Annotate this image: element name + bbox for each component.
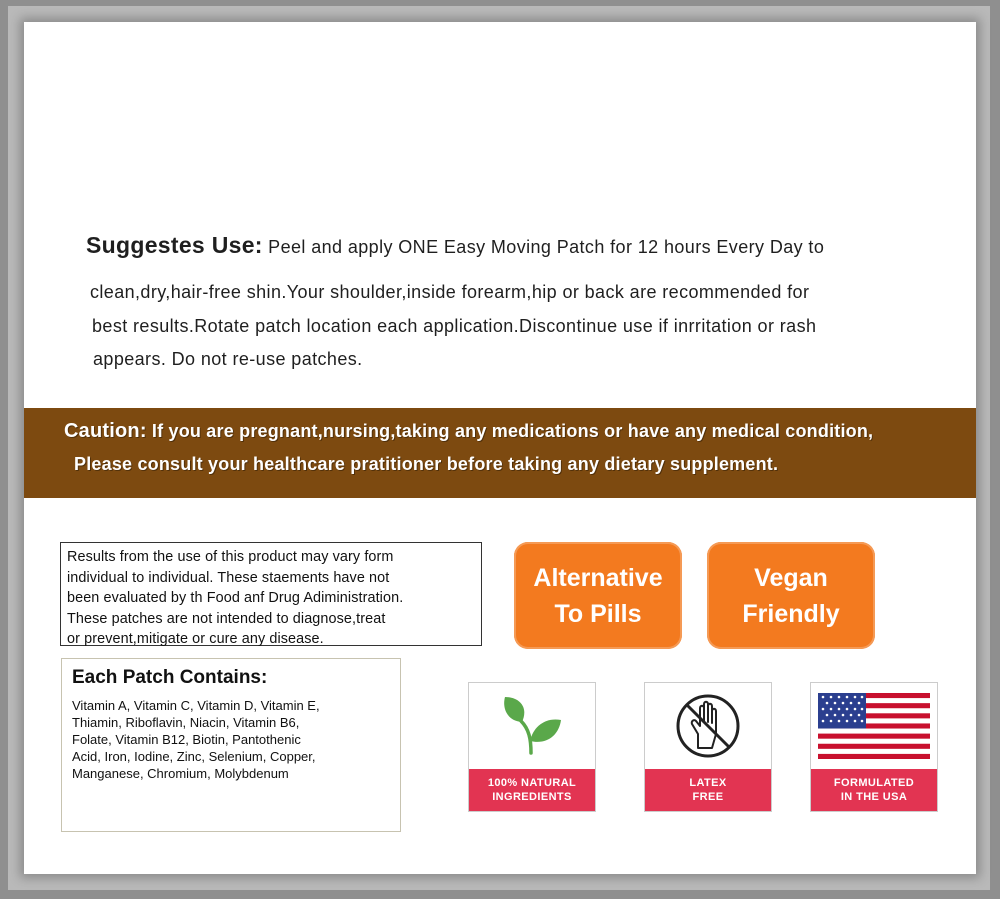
caution-line-1 bbox=[64, 420, 873, 443]
caution-banner bbox=[24, 408, 976, 498]
latex-free-badge bbox=[644, 682, 772, 812]
ingredients-line: Vitamin A, Vitamin C, Vitamin D, Vitamin E, bbox=[72, 698, 320, 713]
no-latex-glove-icon bbox=[645, 683, 771, 769]
badge-label bbox=[645, 769, 771, 811]
vegan-friendly-badge bbox=[707, 542, 875, 649]
suggested-use-text: Peel and apply ONE Easy Moving Patch for 12 hours Every Day to bbox=[268, 237, 825, 257]
suggested-use-line-4: appears. Do not re-use patches. bbox=[93, 349, 363, 369]
badge-label-line: INGREDIENTS bbox=[492, 791, 572, 803]
disclaimer-line: These patches are not intended to diagnose,treat bbox=[67, 610, 386, 627]
natural-ingredients-badge bbox=[468, 682, 596, 812]
us-flag-icon bbox=[811, 683, 937, 769]
suggested-use-line-2: clean,dry,hair-free shin.Your shoulder,inside forearm,hip or back are recommended for bbox=[90, 282, 810, 302]
leaf-icon bbox=[469, 683, 595, 769]
caution-label: Caution: bbox=[64, 420, 147, 442]
badge-label-line: IN THE USA bbox=[840, 791, 908, 803]
feature-line: Friendly bbox=[742, 599, 840, 628]
badge-label-line: 100% NATURAL bbox=[487, 777, 577, 789]
ingredients-box bbox=[61, 658, 401, 832]
formulated-usa-badge bbox=[810, 682, 938, 812]
badge-label-line: FORMULATED bbox=[833, 777, 915, 789]
feature-line: To Pills bbox=[554, 599, 642, 628]
caution-line-2: Please consult your healthcare pratitioner before taking any dietary supplement. bbox=[74, 454, 779, 474]
disclaimer-line: or prevent,mitigate or cure any disease. bbox=[67, 631, 324, 647]
fda-disclaimer-box bbox=[60, 542, 482, 646]
badge-label bbox=[469, 769, 595, 811]
feature-line: Vegan bbox=[754, 563, 828, 592]
ingredients-line: Thiamin, Riboflavin, Niacin, Vitamin B6, bbox=[72, 715, 300, 730]
caution-text: If you are pregnant,nursing,taking any medications or have any medical condition, bbox=[151, 421, 874, 441]
ingredients-title: Each Patch Contains: bbox=[72, 667, 268, 688]
ingredients-list bbox=[72, 697, 390, 782]
alternative-to-pills-badge bbox=[514, 542, 682, 649]
ingredients-line: Acid, Iron, Iodine, Zinc, Selenium, Copper, bbox=[72, 749, 316, 764]
suggested-use-line-1 bbox=[86, 232, 824, 259]
ingredients-line: Manganese, Chromium, Molybdenum bbox=[72, 766, 289, 781]
suggested-use-line-3: best results.Rotate patch location each application.Discontinue use if inrritation or rash bbox=[92, 316, 817, 336]
disclaimer-line: been evaluated by th Food anf Drug Adiministration. bbox=[67, 590, 404, 606]
suggested-use-heading: Suggestes Use: bbox=[86, 232, 263, 258]
product-info-card bbox=[24, 22, 976, 874]
badge-label-line: LATEX bbox=[689, 777, 727, 789]
feature-line: Alternative bbox=[533, 563, 663, 592]
disclaimer-line: Results from the use of this product may vary form bbox=[67, 549, 394, 565]
badge-label-line: FREE bbox=[692, 791, 724, 803]
disclaimer-line: individual to individual. These staements have not bbox=[67, 569, 390, 586]
ingredients-line: Folate, Vitamin B12, Biotin, Pantothenic bbox=[72, 732, 301, 747]
badge-label bbox=[811, 769, 937, 811]
